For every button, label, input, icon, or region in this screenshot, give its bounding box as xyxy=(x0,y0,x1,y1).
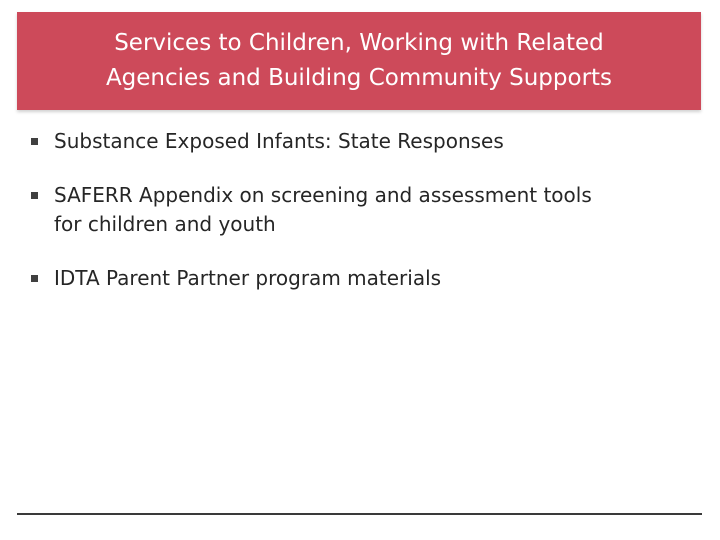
bullet-text-line-1: SAFERR Appendix on screening and assessment tools xyxy=(54,183,592,207)
bullet-text: IDTA Parent Partner program materials xyxy=(54,266,442,290)
square-bullet-icon xyxy=(31,138,38,145)
square-bullet-icon xyxy=(31,192,38,199)
bullet-text: Substance Exposed Infants: State Responses xyxy=(54,129,504,153)
bullet-list xyxy=(30,127,680,318)
title-banner xyxy=(17,12,701,110)
slide-title-line-1: Services to Children, Working with Related xyxy=(114,30,604,56)
square-bullet-icon xyxy=(31,275,38,282)
slide-title-line-2: Agencies and Building Community Supports xyxy=(105,65,613,91)
bullet-item xyxy=(30,264,680,293)
bullet-text-line-2: for children and youth xyxy=(54,212,276,236)
bullet-item xyxy=(30,181,680,239)
slide-title xyxy=(106,26,612,96)
bullet-item xyxy=(30,127,680,156)
bottom-divider xyxy=(17,513,702,515)
